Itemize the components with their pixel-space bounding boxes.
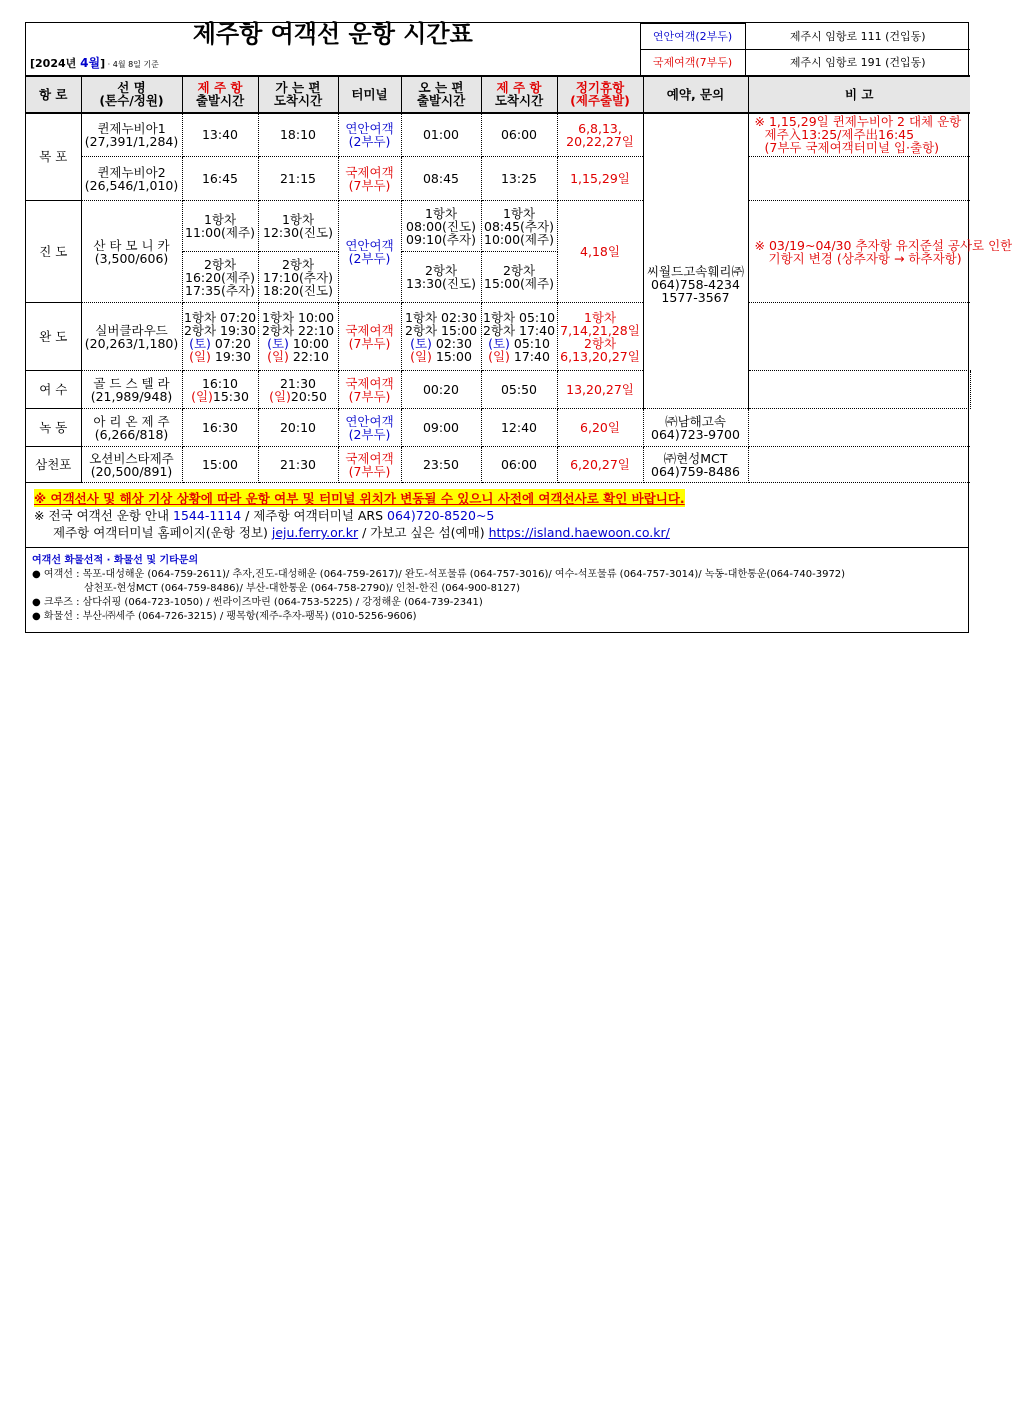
weather-warning: ※ 여객선사 및 해상 기상 상황에 따라 운항 여부 및 터미널 위치가 변동될 수 있으니 사전에 여객선사로 확인 바랍니다. bbox=[34, 491, 685, 506]
column-header-row bbox=[26, 77, 970, 113]
return-departure-time: 1항차 02:30 2항차 15:00 (토) 02:30 (일) 15:00 bbox=[401, 303, 481, 371]
return-departure-time: 2항차 13:30(진도) bbox=[401, 252, 481, 303]
departure-time: 16:45 bbox=[182, 157, 258, 201]
table-row bbox=[26, 113, 970, 157]
remark bbox=[748, 303, 970, 371]
remark bbox=[748, 157, 970, 201]
return-arrival-time: 12:40 bbox=[481, 409, 557, 447]
route-mokpo: 목 포 bbox=[26, 113, 81, 201]
island-booking-link[interactable]: https://island.haewoon.co.kr/ bbox=[488, 525, 670, 540]
contact-hyunsung: ㈜현성MCT 064)759-8486 bbox=[643, 447, 748, 483]
terminal: 국제여객 (7부두) bbox=[338, 447, 401, 483]
terminal: 국제여객 (7부두) bbox=[338, 371, 401, 409]
terminal1-address: 제주시 임항로 111 (건입동) bbox=[745, 24, 970, 50]
return-departure-time: 08:45 bbox=[401, 157, 481, 201]
terminal2-name: 국제여객(7부두) bbox=[640, 50, 745, 76]
terminal1-name: 연안여객(2부두) bbox=[640, 24, 745, 50]
off-days: 13,20,27일 bbox=[557, 371, 643, 409]
terminal: 국제여객 (7부두) bbox=[338, 157, 401, 201]
route-jindo: 진 도 bbox=[26, 201, 81, 303]
off-days: 6,20,27일 bbox=[557, 447, 643, 483]
terminal2-address: 제주시 임항로 191 (건입동) bbox=[745, 50, 970, 76]
departure-time: 15:00 bbox=[182, 447, 258, 483]
footer-contacts bbox=[26, 547, 968, 632]
info-line-2: 제주항 여객터미널 홈페이지(운항 정보) jeju.ferry.or.kr / 가보고 싶은 섬(예매) https://island.haewoon.co.kr/ bbox=[53, 525, 670, 540]
arrival-time: 2항차 17:10(추자) 18:20(진도) bbox=[258, 252, 338, 303]
departure-time: 2항차 16:20(제주) 17:35(추자) bbox=[182, 252, 258, 303]
return-departure-time: 00:20 bbox=[401, 371, 481, 409]
table-row bbox=[26, 409, 970, 447]
ship-name: 아 리 온 제 주 (6,266/818) bbox=[81, 409, 182, 447]
return-arrival-time: 13:25 bbox=[481, 157, 557, 201]
terminal: 연안여객 (2부두) bbox=[338, 113, 401, 157]
col-ship: 선 명 (톤수/정원) bbox=[81, 77, 182, 113]
col-off-days: 정기휴항 (제주출발) bbox=[557, 77, 643, 113]
ship-name: 퀸제누비아2 (26,546/1,010) bbox=[81, 157, 182, 201]
ship-name: 산 타 모 니 카 (3,500/606) bbox=[81, 201, 182, 303]
col-contact: 예약, 문의 bbox=[643, 77, 748, 113]
departure-time: 1항차 11:00(제주) bbox=[182, 201, 258, 252]
terminal-homepage-link[interactable]: jeju.ferry.or.kr bbox=[271, 525, 359, 540]
col-route: 항 로 bbox=[26, 77, 81, 113]
ship-name: 실버클라우드 (20,263/1,180) bbox=[81, 303, 182, 371]
departure-time: 1항차 07:20 2항차 19:30 (토) 07:20 (일) 19:30 bbox=[182, 303, 258, 371]
ship-name: 골 드 스 텔 라 (21,989/948) bbox=[81, 371, 182, 409]
col-return-departure: 오 는 편 출발시간 bbox=[401, 77, 481, 113]
header-table bbox=[26, 19, 970, 76]
remark: ※ 03/19~04/30 추자항 유지준설 공사로 인한 기항지 변경 (상추자항 → 하추자항) bbox=[748, 201, 970, 303]
footer-title: 여객선 화물선적 · 화물선 및 기타문의 bbox=[32, 555, 199, 566]
arrival-time: 21:30 bbox=[258, 447, 338, 483]
terminal: 국제여객 (7부두) bbox=[338, 303, 401, 371]
ship-name: 퀸제누비아1 (27,391/1,284) bbox=[81, 113, 182, 157]
ship-name: 오션비스타제주 (20,500/891) bbox=[81, 447, 182, 483]
remark bbox=[748, 447, 970, 483]
table-row bbox=[26, 303, 970, 371]
route-samcheonpo: 삼천포 bbox=[26, 447, 81, 483]
notice-box bbox=[26, 483, 968, 547]
footer-line: ● 화물선 : 부산-㈜세주 (064-726-3215) / 팽목항(제주-추자-팽목) (010-5256-9606) bbox=[32, 611, 417, 622]
footer-line: ● 여객선 : 목포-대성해운 (064-759-2611)/ 추자,진도-대성해운 (064-759-2617)/ 완도-석포물류 (064-757-3016)/ 여수-석포물류 (064-757-3014)/ 녹동-대한통운(064-740-3972) bbox=[32, 569, 846, 580]
table-row bbox=[26, 201, 970, 252]
terminal: 연안여객 (2부두) bbox=[338, 201, 401, 303]
table-row bbox=[26, 157, 970, 201]
contact-hanil bbox=[748, 371, 970, 409]
contact-seaworld: 씨월드고속훼리㈜ 064)758-4234 1577-3567 bbox=[643, 113, 748, 409]
remark: ※ 1,15,29일 퀸제누비아 2 대체 운항 제주入13:25/제주出16:45 (7부두 국제여객터미널 입·출항) bbox=[748, 113, 970, 157]
contact-namhae: ㈜남해고속 064)723-9700 bbox=[643, 409, 748, 447]
col-terminal: 터미널 bbox=[338, 77, 401, 113]
off-days: 6,20일 bbox=[557, 409, 643, 447]
off-days: 6,8,13, 20,22,27일 bbox=[557, 113, 643, 157]
route-wando: 완 도 bbox=[26, 303, 81, 371]
footer-line: 삼천포-현성MCT (064-759-8486)/ 부산-대한통운 (064-758-2790)/ 인천-한진 (064-900-8127) bbox=[84, 583, 521, 594]
col-arrival: 가 는 편 도착시간 bbox=[258, 77, 338, 113]
return-departure-time: 1항차 08:00(진도) 09:10(추자) bbox=[401, 201, 481, 252]
return-arrival-time: 2항차 15:00(제주) bbox=[481, 252, 557, 303]
return-arrival-time: 1항차 05:10 2항차 17:40 (토) 05:10 (일) 17:40 bbox=[481, 303, 557, 371]
remark bbox=[748, 409, 970, 447]
arrival-time: 1항차 12:30(진도) bbox=[258, 201, 338, 252]
off-days: 1,15,29일 bbox=[557, 157, 643, 201]
info-line-1: ※ 전국 여객선 운항 안내 1544-1114 / 제주항 여객터미널 ARS 064)720-8520~5 bbox=[34, 508, 495, 523]
return-departure-time: 09:00 bbox=[401, 409, 481, 447]
arrival-time: 1항차 10:00 2항차 22:10 (토) 10:00 (일) 22:10 bbox=[258, 303, 338, 371]
route-nokdong: 녹 동 bbox=[26, 409, 81, 447]
page-title: 제주항 여객선 운항 시간표 bbox=[192, 19, 473, 48]
return-arrival-time: 06:00 bbox=[481, 113, 557, 157]
return-departure-time: 23:50 bbox=[401, 447, 481, 483]
return-arrival-time: 1항차 08:45(추자) 10:00(제주) bbox=[481, 201, 557, 252]
return-departure-time: 01:00 bbox=[401, 113, 481, 157]
arrival-time: 21:15 bbox=[258, 157, 338, 201]
departure-time: 16:30 bbox=[182, 409, 258, 447]
table-row bbox=[26, 447, 970, 483]
off-days: 4,18일 bbox=[557, 201, 643, 303]
departure-time: 16:10 (일)15:30 bbox=[182, 371, 258, 409]
arrival-time: 18:10 bbox=[258, 113, 338, 157]
col-remark: 비 고 bbox=[748, 77, 970, 113]
route-yeosu: 여 수 bbox=[26, 371, 81, 409]
return-arrival-time: 06:00 bbox=[481, 447, 557, 483]
return-arrival-time: 05:50 bbox=[481, 371, 557, 409]
timetable-sheet bbox=[25, 19, 1012, 633]
table-row bbox=[26, 371, 970, 409]
title-cell bbox=[26, 19, 640, 76]
arrival-time: 20:10 bbox=[258, 409, 338, 447]
col-departure: 제 주 항 출발시간 bbox=[182, 77, 258, 113]
date-label: [2024년 4월] · 4월 8일 기준 bbox=[30, 55, 159, 70]
col-return-arrival: 제 주 항 도착시간 bbox=[481, 77, 557, 113]
schedule-table bbox=[26, 76, 1012, 483]
departure-time: 13:40 bbox=[182, 113, 258, 157]
terminal: 연안여객 (2부두) bbox=[338, 409, 401, 447]
footer-line: ● 크루즈 : 삼다쉬핑 (064-723-1050) / 썬라이즈마린 (064-753-5225) / 강정해운 (064-739-2341) bbox=[32, 597, 483, 608]
arrival-time: 21:30 (일)20:50 bbox=[258, 371, 338, 409]
off-days: 1항차 7,14,21,28일 2항차 6,13,20,27일 bbox=[557, 303, 643, 371]
